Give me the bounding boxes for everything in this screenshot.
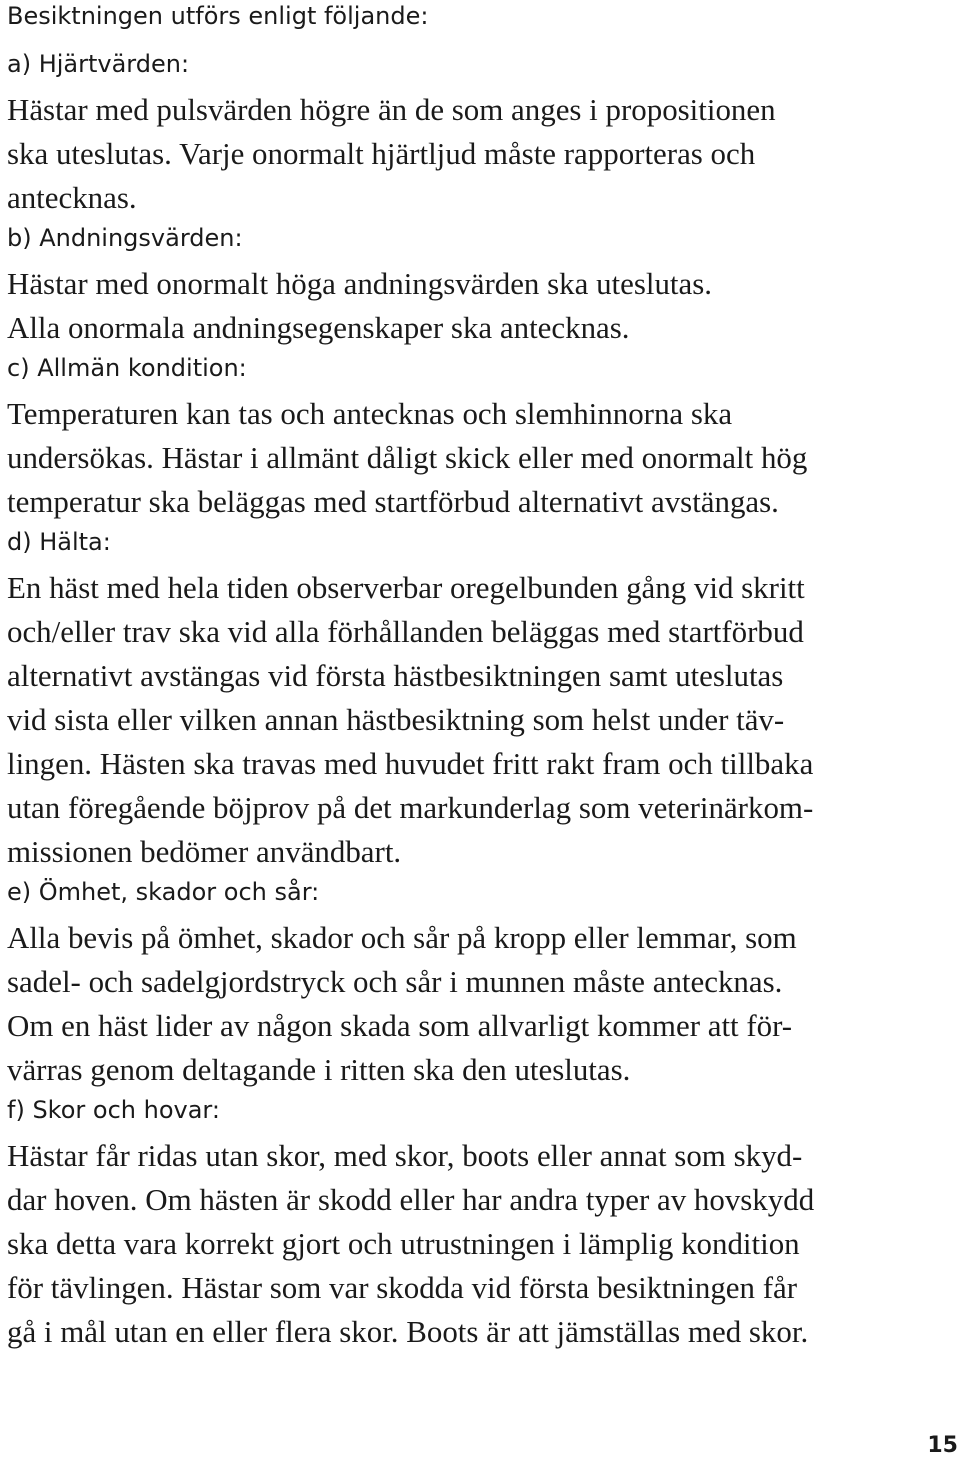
text-line: missionen bedömer användbart. (7, 834, 402, 869)
text-line: dar hoven. Om hästen är skodd eller har andra typer av hovskydd (7, 1182, 815, 1217)
section-heading: e) Ömhet, skador och sår: (7, 878, 320, 906)
section-a (7, 50, 957, 220)
section-body (7, 262, 957, 350)
section-d (7, 528, 957, 874)
text-line: Alla bevis på ömhet, skador och sår på kropp eller lemmar, som (7, 920, 797, 955)
text-line: Om en häst lider av någon skada som allvarligt kommer att för- (7, 1008, 793, 1043)
section-heading: c) Allmän kondition: (7, 354, 247, 382)
text-line: för tävlingen. Hästar som var skodda vid första besiktningen får (7, 1270, 798, 1305)
text-line: undersökas. Hästar i allmänt dåligt skick eller med onormalt hög (7, 440, 808, 475)
text-line: och/eller trav ska vid alla förhållanden beläggas med startförbud (7, 614, 804, 649)
text-line: gå i mål utan en eller flera skor. Boots är att jämställas med skor. (7, 1314, 809, 1349)
text-line: antecknas. (7, 180, 137, 215)
document-page (7, 0, 957, 1354)
section-body (7, 1134, 957, 1354)
section-heading: b) Andningsvärden: (7, 224, 243, 252)
section-e (7, 878, 957, 1092)
section-c (7, 354, 957, 524)
text-line: Hästar med pulsvärden högre än de som anges i propositionen (7, 92, 776, 127)
section-body (7, 392, 957, 524)
text-line: Alla onormala andningsegenskaper ska antecknas. (7, 310, 630, 345)
section-heading: d) Hälta: (7, 528, 111, 556)
text-line: alternativt avstängas vid första hästbesiktningen samt uteslutas (7, 658, 784, 693)
text-line: värras genom deltagande i ritten ska den uteslutas. (7, 1052, 631, 1087)
section-heading: a) Hjärtvärden: (7, 50, 190, 78)
text-line: ska detta vara korrekt gjort och utrustningen i lämplig kondition (7, 1226, 800, 1261)
text-line: utan föregående böjprov på det markunderlag som veterinärkom- (7, 790, 814, 825)
section-heading: f) Skor och hovar: (7, 1096, 220, 1124)
page-number: 15 (927, 1433, 958, 1458)
document-title: Besiktningen utförs enligt följande: (7, 2, 429, 30)
text-line: sadel- och sadelgjordstryck och sår i munnen måste antecknas. (7, 964, 783, 999)
text-line: Hästar med onormalt höga andningsvärden ska uteslutas. (7, 266, 713, 301)
text-line: vid sista eller vilken annan hästbesiktning som helst under täv- (7, 702, 785, 737)
section-b (7, 224, 957, 350)
section-body (7, 916, 957, 1092)
section-body (7, 88, 957, 220)
section-body (7, 566, 957, 874)
text-line: Hästar får ridas utan skor, med skor, boots eller annat som skyd- (7, 1138, 803, 1173)
section-f (7, 1096, 957, 1354)
text-line: ska uteslutas. Varje onormalt hjärtljud måste rapporteras och (7, 136, 756, 171)
text-line: Temperaturen kan tas och antecknas och slemhinnorna ska (7, 396, 733, 431)
text-line: temperatur ska beläggas med startförbud alternativt avstängas. (7, 484, 779, 519)
text-line: En häst med hela tiden observerbar oregelbunden gång vid skritt (7, 570, 805, 605)
text-line: lingen. Hästen ska travas med huvudet fritt rakt fram och tillbaka (7, 746, 814, 781)
